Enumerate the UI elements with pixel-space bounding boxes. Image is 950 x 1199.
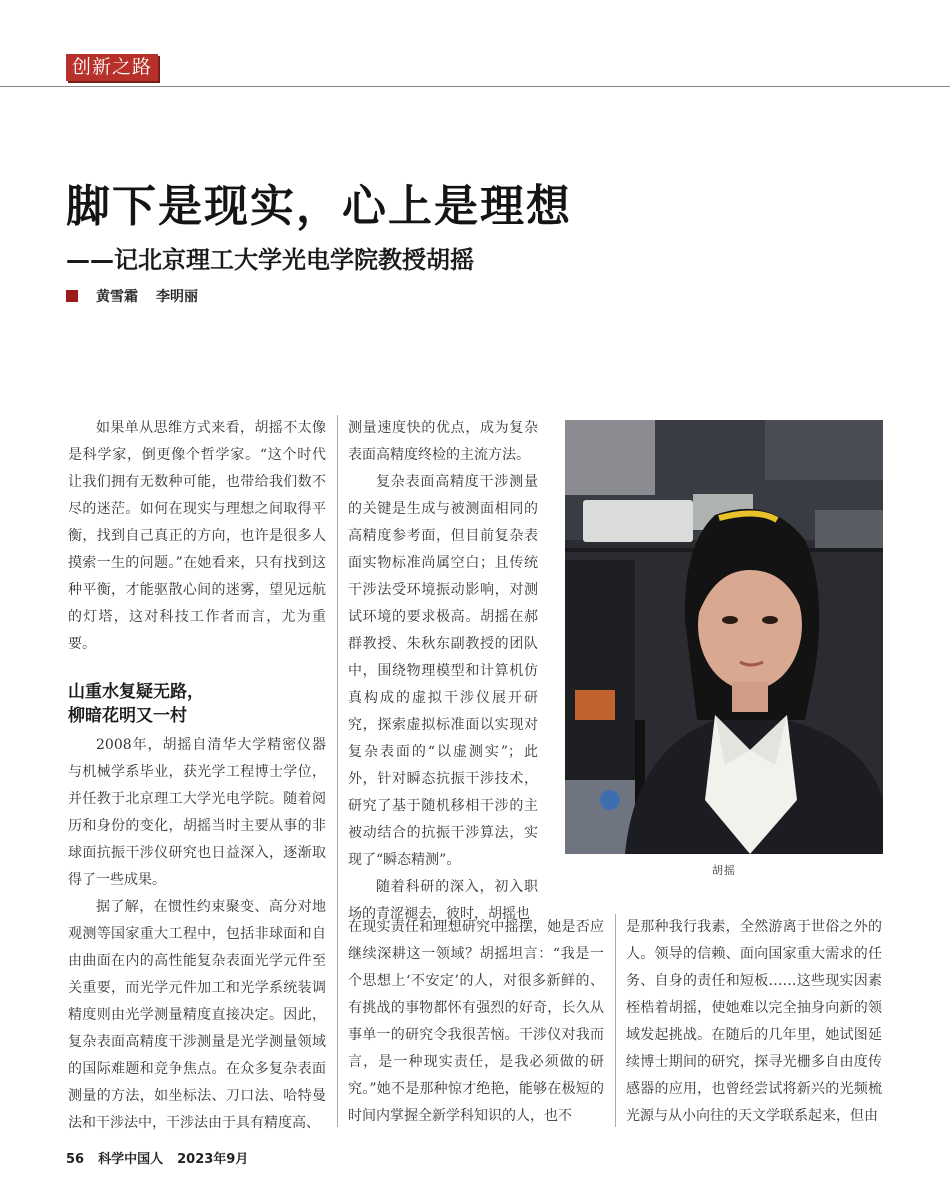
author-name: 李明丽 [156, 289, 198, 305]
paragraph: 测量速度快的优点，成为复杂表面高精度终检的主流方法。 [348, 420, 538, 463]
paragraph: 如果单从思维方式来看，胡摇不太像是科学家，倒更像个哲学家。“这个时代让我们拥有无数种可能，也带给我们数不尽的迷茫。如何在现实与理想之间取得平衡，找到自己真正的方向，也许是很多人摸索一生的问题。”在她看来，只有找到这种平衡，才能驱散心间的迷雾，望见远航的灯塔，这对科技工作者而言，尤为重要。 [68, 420, 326, 652]
paragraph: 2008年，胡摇自清华大学精密仪器与机械学系毕业，获光学工程博士学位，并任教于北京理工大学光电学院。随着阅历和身份的变化，胡摇当时主要从事的非球面抗振干涉仪研究也日益深入，逐渐取得了一些成果。 [68, 737, 326, 888]
section-heading [68, 680, 326, 728]
portrait-photo [565, 420, 883, 854]
paragraph: 在现实责任和理想研究中摇摆，她是否应继续深耕这一领域？胡摇坦言：“我是一个思想上‘不安定’的人，对很多新鲜的、有挑战的事物都怀有强烈的好奇，长久从事单一的研究令我很苦恼。干涉仪对我而言，是一种现实责任，是我必须做的研究。”她不是那种惊才绝艳，能够在极短的时间内掌握全新学科知识的人，也不 [348, 919, 604, 1124]
header-rule [0, 86, 950, 87]
column-divider [337, 415, 338, 1127]
column-3-bottom [626, 914, 882, 1130]
column-2-bottom [348, 914, 604, 1130]
section-heading-line: 柳暗花明又一村 [68, 706, 187, 726]
column-divider [615, 914, 616, 1127]
paragraph: 是那种我行我素，全然游离于世俗之外的人。领导的信赖、面向国家重大需求的任务、自身的责任和短板……这些现实因素桎梏着胡摇，使她难以完全抽身向新的领域发起挑战。在随后的几年里，她试图延续博士期间的研究，探寻光栅多自由度传感器的应用，也曾经尝试将新兴的光频梳光源与从小向往的天文学联系起来，但由 [626, 919, 882, 1124]
paragraph: 复杂表面高精度干涉测量的关键是生成与被测面相同的高精度参考面，但目前复杂表面实物标准尚属空白；且传统干涉法受环境振动影响，对测试环境的要求极高。胡摇在郝群教授、朱秋东副教授的团队中，围绕物理模型和计算机仿真构成的虚拟干涉仪展开研究，探索虚拟标准面以实现对复杂表面的“以虚测实”；此外，针对瞬态抗振干涉技术，研究了基于随机移相干涉的主被动结合的抗振干涉算法，实现了“瞬态精测”。 [348, 474, 538, 868]
issue-date: 2023年9月 [177, 1152, 249, 1167]
photo-caption: 胡摇 [712, 864, 736, 877]
article-title: 脚下是现实，心上是理想 [66, 181, 572, 232]
column-1 [68, 415, 326, 1137]
magazine-name: 科学中国人 [98, 1152, 164, 1167]
author-line [66, 286, 198, 306]
section-heading-line: 山重水复疑无路， [68, 682, 204, 702]
article-subtitle: ——记北京理工大学光电学院教授胡摇 [66, 246, 474, 274]
author-marker-icon [66, 290, 78, 302]
author-name: 黄雪霜 [96, 289, 138, 305]
paragraph: 据了解，在惯性约束聚变、高分对地观测等国家重大工程中，包括非球面和自由曲面在内的高性能复杂表面光学元件至关重要，而光学元件加工和光学系统装调精度则由光学测量精度直接决定。因此，复杂表面高精度干涉测量是光学测量领域的国际难题和竞争焦点。在众多复杂表面测量的方法，如坐标法、刀口法、哈特曼法和干涉法中，干涉法由于具有精度高、 [68, 899, 326, 1131]
page-footer [66, 1148, 262, 1167]
page-number: 56 [66, 1152, 85, 1167]
section-tag: 创新之路 [66, 54, 158, 81]
column-2 [348, 415, 538, 928]
paragraph: 随着科研的深入，初入职场的青涩褪去，彼时，胡摇也 [348, 879, 538, 922]
